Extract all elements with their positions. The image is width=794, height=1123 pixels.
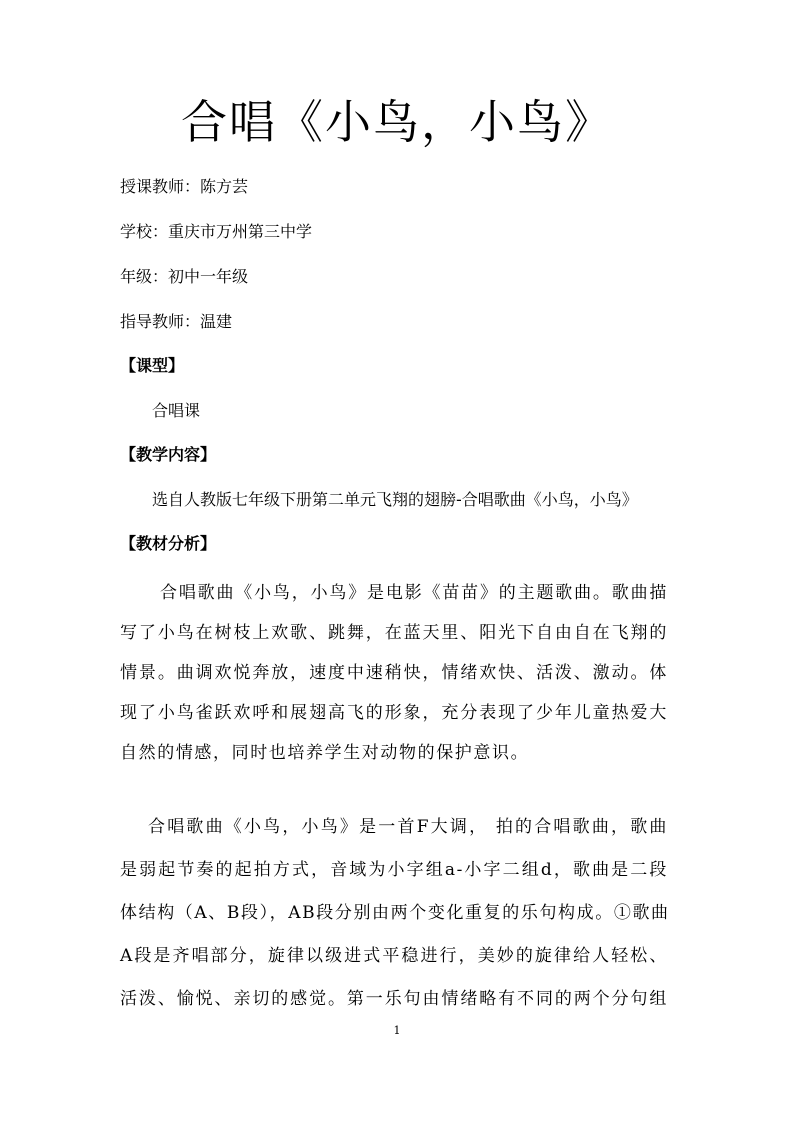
page-number: 1 — [393, 1024, 401, 1037]
document-title: 合唱《小鸟，小鸟》 — [181, 95, 613, 149]
lesson-type-body: 合唱课 — [152, 401, 201, 420]
paragraph-line: 体结构（A、B段），AB段分别由两个变化重复的乐句构成。①歌曲 — [120, 903, 670, 923]
teacher-line: 授课教师：陈方芸 — [120, 177, 249, 196]
paragraph-line: 自然的情感，同时也培养学生对动物的保护意识。 — [120, 743, 530, 763]
paragraph-line: 合唱歌曲《小鸟，小鸟》是电影《苗苗》的主题歌曲。歌曲描 — [160, 583, 668, 603]
advisor-line: 指导教师：温建 — [120, 312, 233, 331]
grade-line: 年级：初中一年级 — [120, 267, 249, 286]
paragraph-line: 情景。曲调欢悦奔放，速度中速稍快，情绪欢快、活泼、激动。体 — [120, 663, 668, 683]
teaching-content-heading: 【教学内容】 — [120, 445, 217, 464]
paragraph-line: 是弱起节奏的起拍方式，音域为小字组a-小字二组d，歌曲是二段 — [120, 860, 668, 880]
analysis-paragraph-2 — [120, 806, 668, 1021]
paragraph-line: 写了小鸟在树枝上欢歌、跳舞，在蓝天里、阳光下自由自在飞翔的 — [120, 623, 668, 643]
teaching-content-body: 选自人教版七年级下册第二单元飞翔的翅膀-合唱歌曲《小鸟，小鸟》 — [152, 490, 638, 509]
paragraph-line: A段是齐唱部分，旋律以级进式平稳进行，美妙的旋律给人轻松、 — [120, 946, 668, 966]
paragraph-line: 现了小鸟雀跃欢呼和展翅高飞的形象，充分表现了少年儿童热爱大 — [120, 703, 668, 723]
textbook-analysis-heading: 【教材分析】 — [120, 534, 217, 553]
lesson-type-heading: 【课型】 — [120, 356, 185, 375]
paragraph-line: 活泼、愉悦、亲切的感觉。第一乐句由情绪略有不同的两个分句组 — [120, 989, 668, 1009]
analysis-paragraph-1 — [120, 573, 668, 773]
paragraph-line: 合唱歌曲《小鸟，小鸟》是一首F大调， 拍的合唱歌曲，歌曲 — [148, 817, 668, 837]
school-line: 学校：重庆市万州第三中学 — [120, 222, 313, 241]
